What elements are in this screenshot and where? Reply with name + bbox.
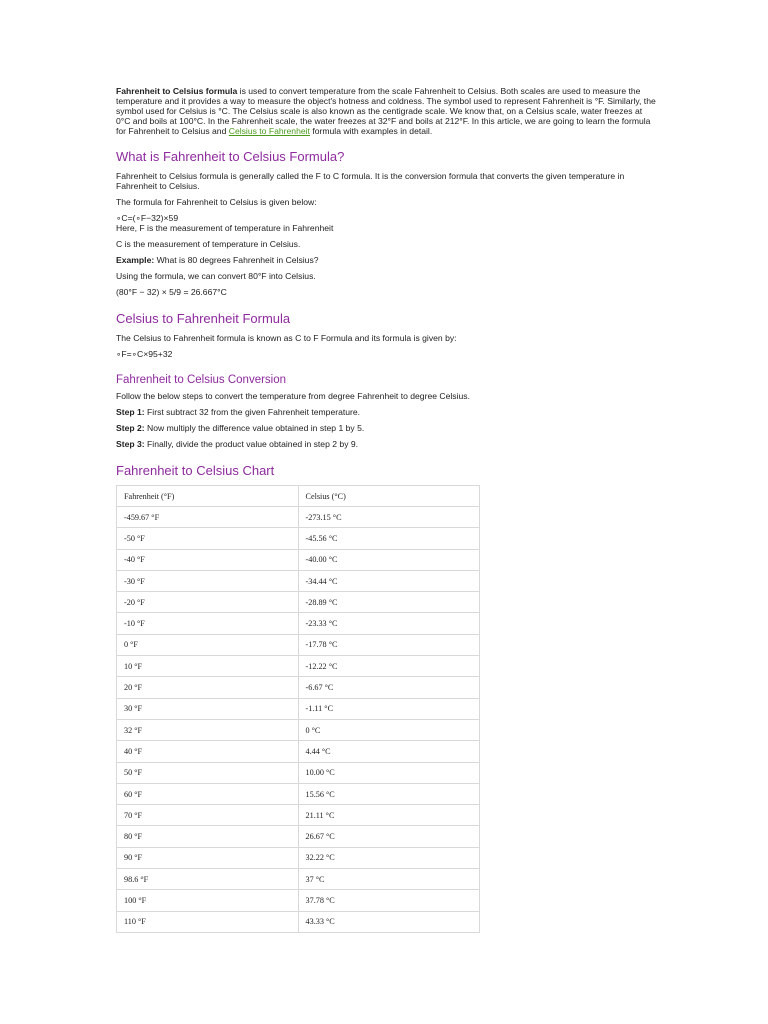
table-row <box>117 762 480 783</box>
cell-fahrenheit: 30 °F <box>117 698 299 719</box>
section-heading-conversion: Fahrenheit to Celsius Conversion <box>116 374 287 386</box>
using-formula-line: Using the formula, we can convert 80°F into Celsius. <box>116 271 316 281</box>
step-1-text: First subtract 32 from the given Fahrenheit temperature. <box>144 407 361 417</box>
intro-text-part1: is used to convert temperature from the scale Fahrenheit to Celsius. Both scales are used to measure the temperature and it provides a way to measure the object's hotness and coldness. The symbol used to represent Fahrenheit is °F. Similarly, the symbol used for Celsius is °C. The Celsius scale is also known as the centigrade scale. We know that, on a Celsius scale, water freezes at 0°C and boils at 100°C. In the Fahrenheit scale, the water freezes at 32°F and boils at 212°F. In this article, we are going to learn the formula for Fahrenheit to Celsius and <box>116 86 656 136</box>
cell-celsius: 0 °C <box>298 719 480 740</box>
cell-fahrenheit: 40 °F <box>117 741 299 762</box>
step-2-text: Now multiply the difference value obtained in step 1 by 5. <box>144 423 365 433</box>
cell-celsius: 4.44 °C <box>298 741 480 762</box>
cell-fahrenheit: 20 °F <box>117 677 299 698</box>
cell-celsius: 43.33 °C <box>298 911 480 932</box>
cell-fahrenheit: 60 °F <box>117 783 299 804</box>
table-row <box>117 890 480 911</box>
table-row <box>117 869 480 890</box>
step-1-label: Step 1: <box>116 407 145 417</box>
conversion-table <box>116 485 480 933</box>
example-label: Example: <box>116 255 155 265</box>
cell-celsius: -6.67 °C <box>298 677 480 698</box>
cell-fahrenheit: 10 °F <box>117 656 299 677</box>
section-heading-what-is: What is Fahrenheit to Celsius Formula? <box>116 149 345 164</box>
table-row <box>117 507 480 528</box>
cell-celsius: -45.56 °C <box>298 528 480 549</box>
cell-fahrenheit: 50 °F <box>117 762 299 783</box>
cell-celsius: 21.11 °C <box>298 805 480 826</box>
cell-celsius: -12.22 °C <box>298 656 480 677</box>
section-heading-chart: Fahrenheit to Celsius Chart <box>116 463 275 478</box>
cell-celsius: 26.67 °C <box>298 826 480 847</box>
step-3 <box>116 439 656 449</box>
table-row <box>117 741 480 762</box>
table-row <box>117 719 480 740</box>
table-row <box>117 570 480 591</box>
cell-fahrenheit: 32 °F <box>117 719 299 740</box>
cell-celsius: -28.89 °C <box>298 592 480 613</box>
intro-text-part2: formula with examples in detail. <box>309 126 433 136</box>
cell-fahrenheit: -10 °F <box>117 613 299 634</box>
table-row <box>117 528 480 549</box>
column-header-celsius: Celsius (°C) <box>298 486 480 507</box>
intro-paragraph <box>116 86 656 136</box>
cell-fahrenheit: 98.6 °F <box>117 869 299 890</box>
table-row <box>117 677 480 698</box>
cell-celsius: 37 °C <box>298 869 480 890</box>
table-row <box>117 911 480 932</box>
calculation-line: (80°F − 32) × 5/9 = 26.667°C <box>116 287 227 297</box>
cell-fahrenheit: -30 °F <box>117 570 299 591</box>
cell-fahrenheit: -40 °F <box>117 549 299 570</box>
cell-celsius: -34.44 °C <box>298 570 480 591</box>
cell-celsius: -1.11 °C <box>298 698 480 719</box>
cell-fahrenheit: 100 °F <box>117 890 299 911</box>
table-row <box>117 613 480 634</box>
here-f-line: Here, F is the measurement of temperature in Fahrenheit <box>116 223 334 233</box>
cell-fahrenheit: -50 °F <box>117 528 299 549</box>
cell-celsius: -23.33 °C <box>298 613 480 634</box>
table-row <box>117 783 480 804</box>
cell-fahrenheit: 80 °F <box>117 826 299 847</box>
section2-paragraph-1: The Celsius to Fahrenheit formula is known as C to F Formula and its formula is given by: <box>116 333 457 343</box>
table-row <box>117 549 480 570</box>
cell-fahrenheit: -20 °F <box>117 592 299 613</box>
table-row <box>117 805 480 826</box>
step-1 <box>116 407 656 417</box>
cell-celsius: 32.22 °C <box>298 847 480 868</box>
cell-celsius: 37.78 °C <box>298 890 480 911</box>
cell-celsius: 15.56 °C <box>298 783 480 804</box>
cell-fahrenheit: -459.67 °F <box>117 507 299 528</box>
cell-celsius: -273.15 °C <box>298 507 480 528</box>
section3-paragraph-1: Follow the below steps to convert the temperature from degree Fahrenheit to degree Celsius. <box>116 391 470 401</box>
section1-paragraph-2: The formula for Fahrenheit to Celsius is given below: <box>116 197 317 207</box>
cell-celsius: -17.78 °C <box>298 634 480 655</box>
cell-fahrenheit: 110 °F <box>117 911 299 932</box>
table-row <box>117 826 480 847</box>
cell-fahrenheit: 0 °F <box>117 634 299 655</box>
table-row <box>117 592 480 613</box>
example-text: What is 80 degrees Fahrenheit in Celsius? <box>154 255 319 265</box>
section-heading-celsius-to-fahrenheit: Celsius to Fahrenheit Formula <box>116 311 291 326</box>
table-body <box>117 507 480 933</box>
cell-fahrenheit: 70 °F <box>117 805 299 826</box>
article <box>116 86 656 933</box>
c-line: C is the measurement of temperature in Celsius. <box>116 239 301 249</box>
intro-bold-lead: Fahrenheit to Celsius formula <box>116 86 238 96</box>
column-header-fahrenheit: Fahrenheit (°F) <box>117 486 299 507</box>
section1-paragraph-1: Fahrenheit to Celsius formula is generally called the F to C formula. It is the conversion formula that converts the given temperature in Fahrenheit to Celsius. <box>116 171 625 191</box>
example-line <box>116 255 656 265</box>
cell-celsius: 10.00 °C <box>298 762 480 783</box>
formula-f-to-c: ∘C=(∘F−32)×59 <box>116 213 179 223</box>
cell-fahrenheit: 90 °F <box>117 847 299 868</box>
table-row <box>117 847 480 868</box>
step-2 <box>116 423 656 433</box>
table-row <box>117 698 480 719</box>
formula-c-to-f: ∘F=∘C×95+32 <box>116 349 173 359</box>
table-row <box>117 656 480 677</box>
table-header-row <box>117 486 480 507</box>
table-row <box>117 634 480 655</box>
step-2-label: Step 2: <box>116 423 145 433</box>
cell-celsius: -40.00 °C <box>298 549 480 570</box>
step-3-text: Finally, divide the product value obtained in step 2 by 9. <box>144 439 359 449</box>
celsius-to-fahrenheit-link[interactable]: Celsius to Fahrenheit <box>228 126 310 136</box>
step-3-label: Step 3: <box>116 439 145 449</box>
